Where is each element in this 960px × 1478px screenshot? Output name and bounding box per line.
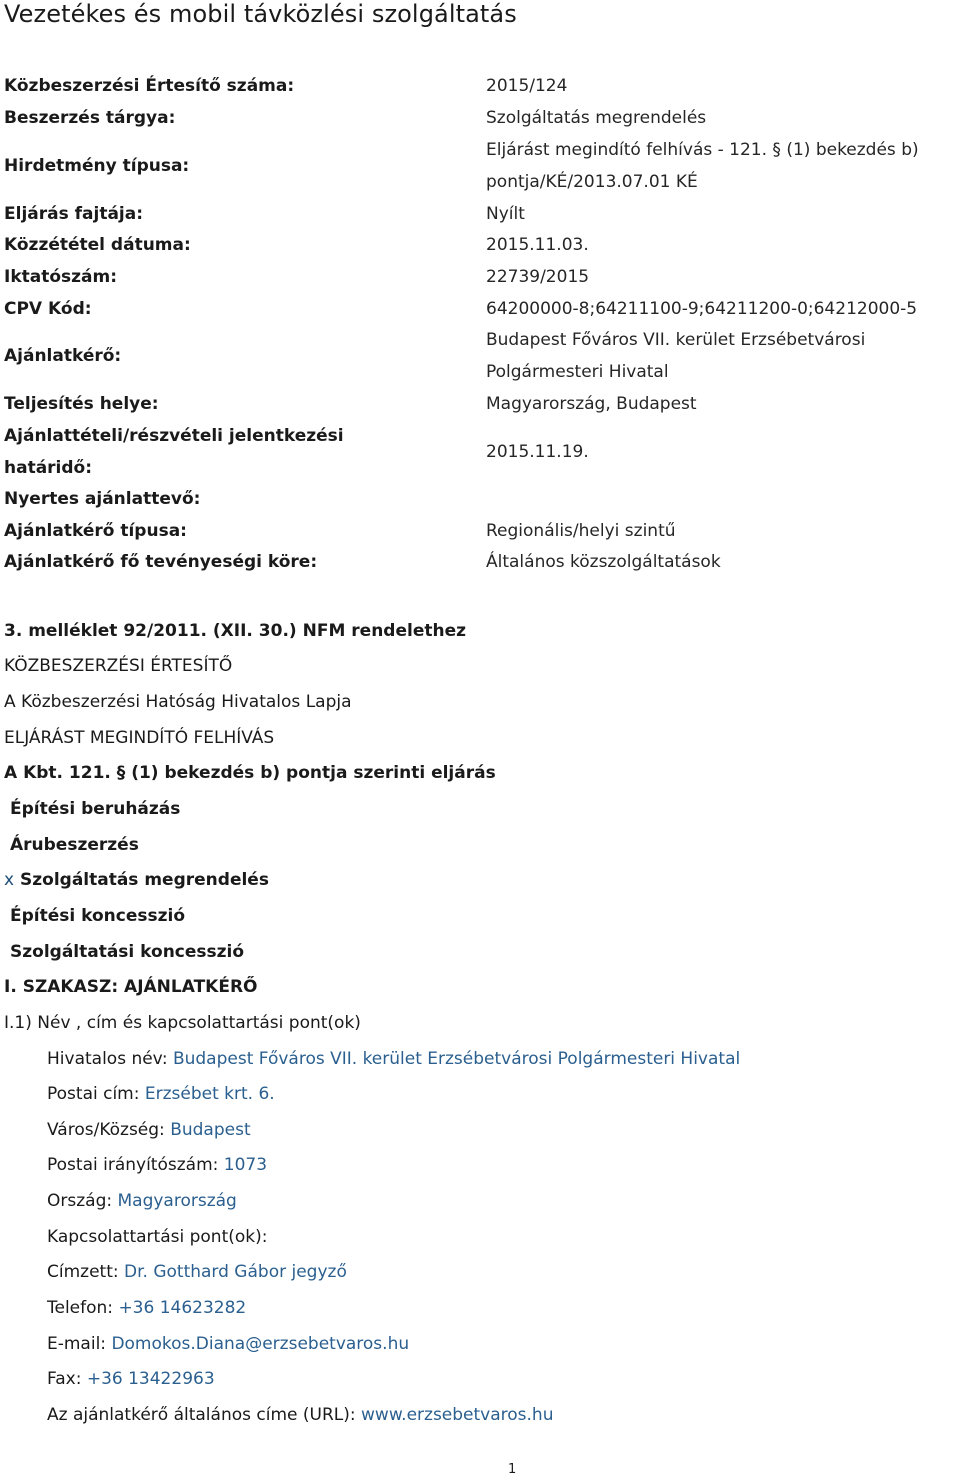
contact-label: Város/Község: [47, 1120, 171, 1140]
option-label: Építési beruházás [10, 799, 181, 819]
contact-label: Hivatalos név: [47, 1049, 173, 1069]
option-szolgaltatasi-koncesszio [4, 937, 244, 967]
option-label: Árubeszerzés [10, 835, 139, 855]
option-label: Szolgáltatás megrendelés [20, 870, 269, 890]
email-link[interactable]: Domokos.Diana@erzsebetvaros.hu [111, 1334, 410, 1354]
felhivas-heading: ELJÁRÁST MEGINDÍTÓ FELHÍVÁS [4, 728, 275, 748]
page-title: Vezetékes és mobil távközlési szolgáltatás [4, 0, 517, 28]
contact-telefon [47, 1293, 246, 1323]
ajanlatkero-label: Ajánlatkérő: [4, 346, 122, 366]
hivatalos-lapja-line: A Közbeszerzési Hatóság Hivatalos Lapja [4, 692, 352, 712]
option-epitesi-koncesszio [4, 901, 185, 931]
contact-hivatalos-nev [47, 1044, 740, 1074]
ajanlatkero-tipusa-label: Ajánlatkérő típusa: [4, 521, 187, 541]
ajanlatkero-value-line2: Polgármesteri Hivatal [486, 362, 669, 382]
contact-value: Dr. Gotthard Gábor jegyző [124, 1262, 347, 1282]
cpv-kod-label: CPV Kód: [4, 299, 92, 319]
beszerzes-targya-label: Beszerzés tárgya: [4, 108, 176, 128]
cpv-kod-value: 64200000-8;64211100-9;64211200-0;64212000-5 [486, 299, 918, 319]
hatarido-value: 2015.11.19. [486, 442, 589, 462]
option-label: Építési koncesszió [10, 906, 186, 926]
hatarido-label-line2: határidő: [4, 458, 93, 478]
kbt-line: A Kbt. 121. § (1) bekezdés b) pontja szerinti eljárás [4, 763, 496, 783]
eljaras-fajtaja-label: Eljárás fajtája: [4, 204, 144, 224]
contact-value: +36 13422963 [86, 1369, 215, 1389]
option-check-mark: x [4, 870, 15, 890]
contact-label: Fax: [47, 1369, 87, 1389]
contact-value: 1073 [223, 1155, 268, 1175]
contact-label: Az ajánlatkérő általános címe (URL): [47, 1405, 362, 1425]
hirdetmeny-tipusa-label: Hirdetmény típusa: [4, 156, 190, 176]
option-arubeszerzes [4, 830, 139, 860]
kozzetetel-datuma-value: 2015.11.03. [486, 235, 589, 255]
contact-fax [47, 1364, 215, 1394]
contact-iranyitoszam [47, 1150, 267, 1180]
contact-postai-cim [47, 1079, 275, 1109]
contact-email [47, 1329, 409, 1359]
contact-value: Magyarország [117, 1191, 237, 1211]
url-link[interactable]: www.erzsebetvaros.hu [361, 1405, 554, 1425]
contact-label: Postai irányítószám: [47, 1155, 224, 1175]
melleklet-line: 3. melléklet 92/2011. (XII. 30.) NFM rendelethez [4, 621, 467, 641]
contact-label: E-mail: [47, 1334, 112, 1354]
teljesites-helye-label: Teljesítés helye: [4, 394, 159, 414]
contact-label: Címzett: [47, 1262, 124, 1282]
nyertes-label: Nyertes ajánlattevő: [4, 489, 201, 509]
contact-label: Telefon: [47, 1298, 119, 1318]
teljesites-helye-value: Magyarország, Budapest [486, 394, 697, 414]
ajanlatkero-value-line1: Budapest Főváros VII. kerület Erzsébetvárosi [486, 330, 866, 350]
page-number: 1 [508, 1462, 517, 1477]
contact-kapcsolattartasi [47, 1222, 267, 1252]
iktatoszam-label: Iktatószám: [4, 267, 118, 287]
contact-cimzett [47, 1257, 347, 1287]
contact-value: Budapest Főváros VII. kerület Erzsébetvárosi Polgármesteri Hivatal [172, 1049, 741, 1069]
ertesito-szama-label: Közbeszerzési Értesítő száma: [4, 76, 295, 96]
tevekenysegi-kore-label: Ajánlatkérő fő tevényeségi köre: [4, 552, 318, 572]
contact-label: Ország: [47, 1191, 118, 1211]
ajanlatkero-tipusa-value: Regionális/helyi szintű [486, 521, 676, 541]
kozzetetel-datuma-label: Közzététel dátuma: [4, 235, 191, 255]
szakasz-heading: I. SZAKASZ: AJÁNLATKÉRŐ [4, 977, 258, 997]
contact-varos [47, 1115, 251, 1145]
tevekenysegi-kore-value: Általános közszolgáltatások [486, 552, 721, 572]
ertesito-szama-value: 2015/124 [486, 76, 568, 96]
contact-label: Postai cím: [47, 1084, 145, 1104]
beszerzes-targya-value: Szolgáltatás megrendelés [486, 108, 707, 128]
contact-label: Kapcsolattartási pont(ok): [47, 1227, 268, 1247]
contact-url [47, 1400, 553, 1430]
hirdetmeny-tipusa-value-line1: Eljárást megindító felhívás - 121. § (1) bekezdés b) [486, 140, 919, 160]
contact-orszag [47, 1186, 237, 1216]
option-label: Szolgáltatási koncesszió [10, 942, 245, 962]
option-epitesi-beruhazas [4, 794, 180, 824]
hatarido-label-line1: Ajánlattételi/részvételi jelentkezési [4, 426, 344, 446]
eljaras-fajtaja-value: Nyílt [486, 204, 525, 224]
iktatoszam-value: 22739/2015 [486, 267, 590, 287]
option-szolgaltatas-megrendeles [4, 865, 269, 895]
hirdetmeny-tipusa-value-line2: pontja/KÉ/2013.07.01 KÉ [486, 172, 698, 192]
contact-value: Erzsébet krt. 6. [144, 1084, 275, 1104]
contact-value: Budapest [170, 1120, 251, 1140]
ertesito-heading: KÖZBESZERZÉSI ÉRTESÍTŐ [4, 656, 233, 676]
contact-value: +36 14623282 [118, 1298, 247, 1318]
summary-table [0, 0, 960, 590]
nev-cim-heading: I.1) Név , cím és kapcsolattartási pont(ok) [4, 1013, 361, 1033]
